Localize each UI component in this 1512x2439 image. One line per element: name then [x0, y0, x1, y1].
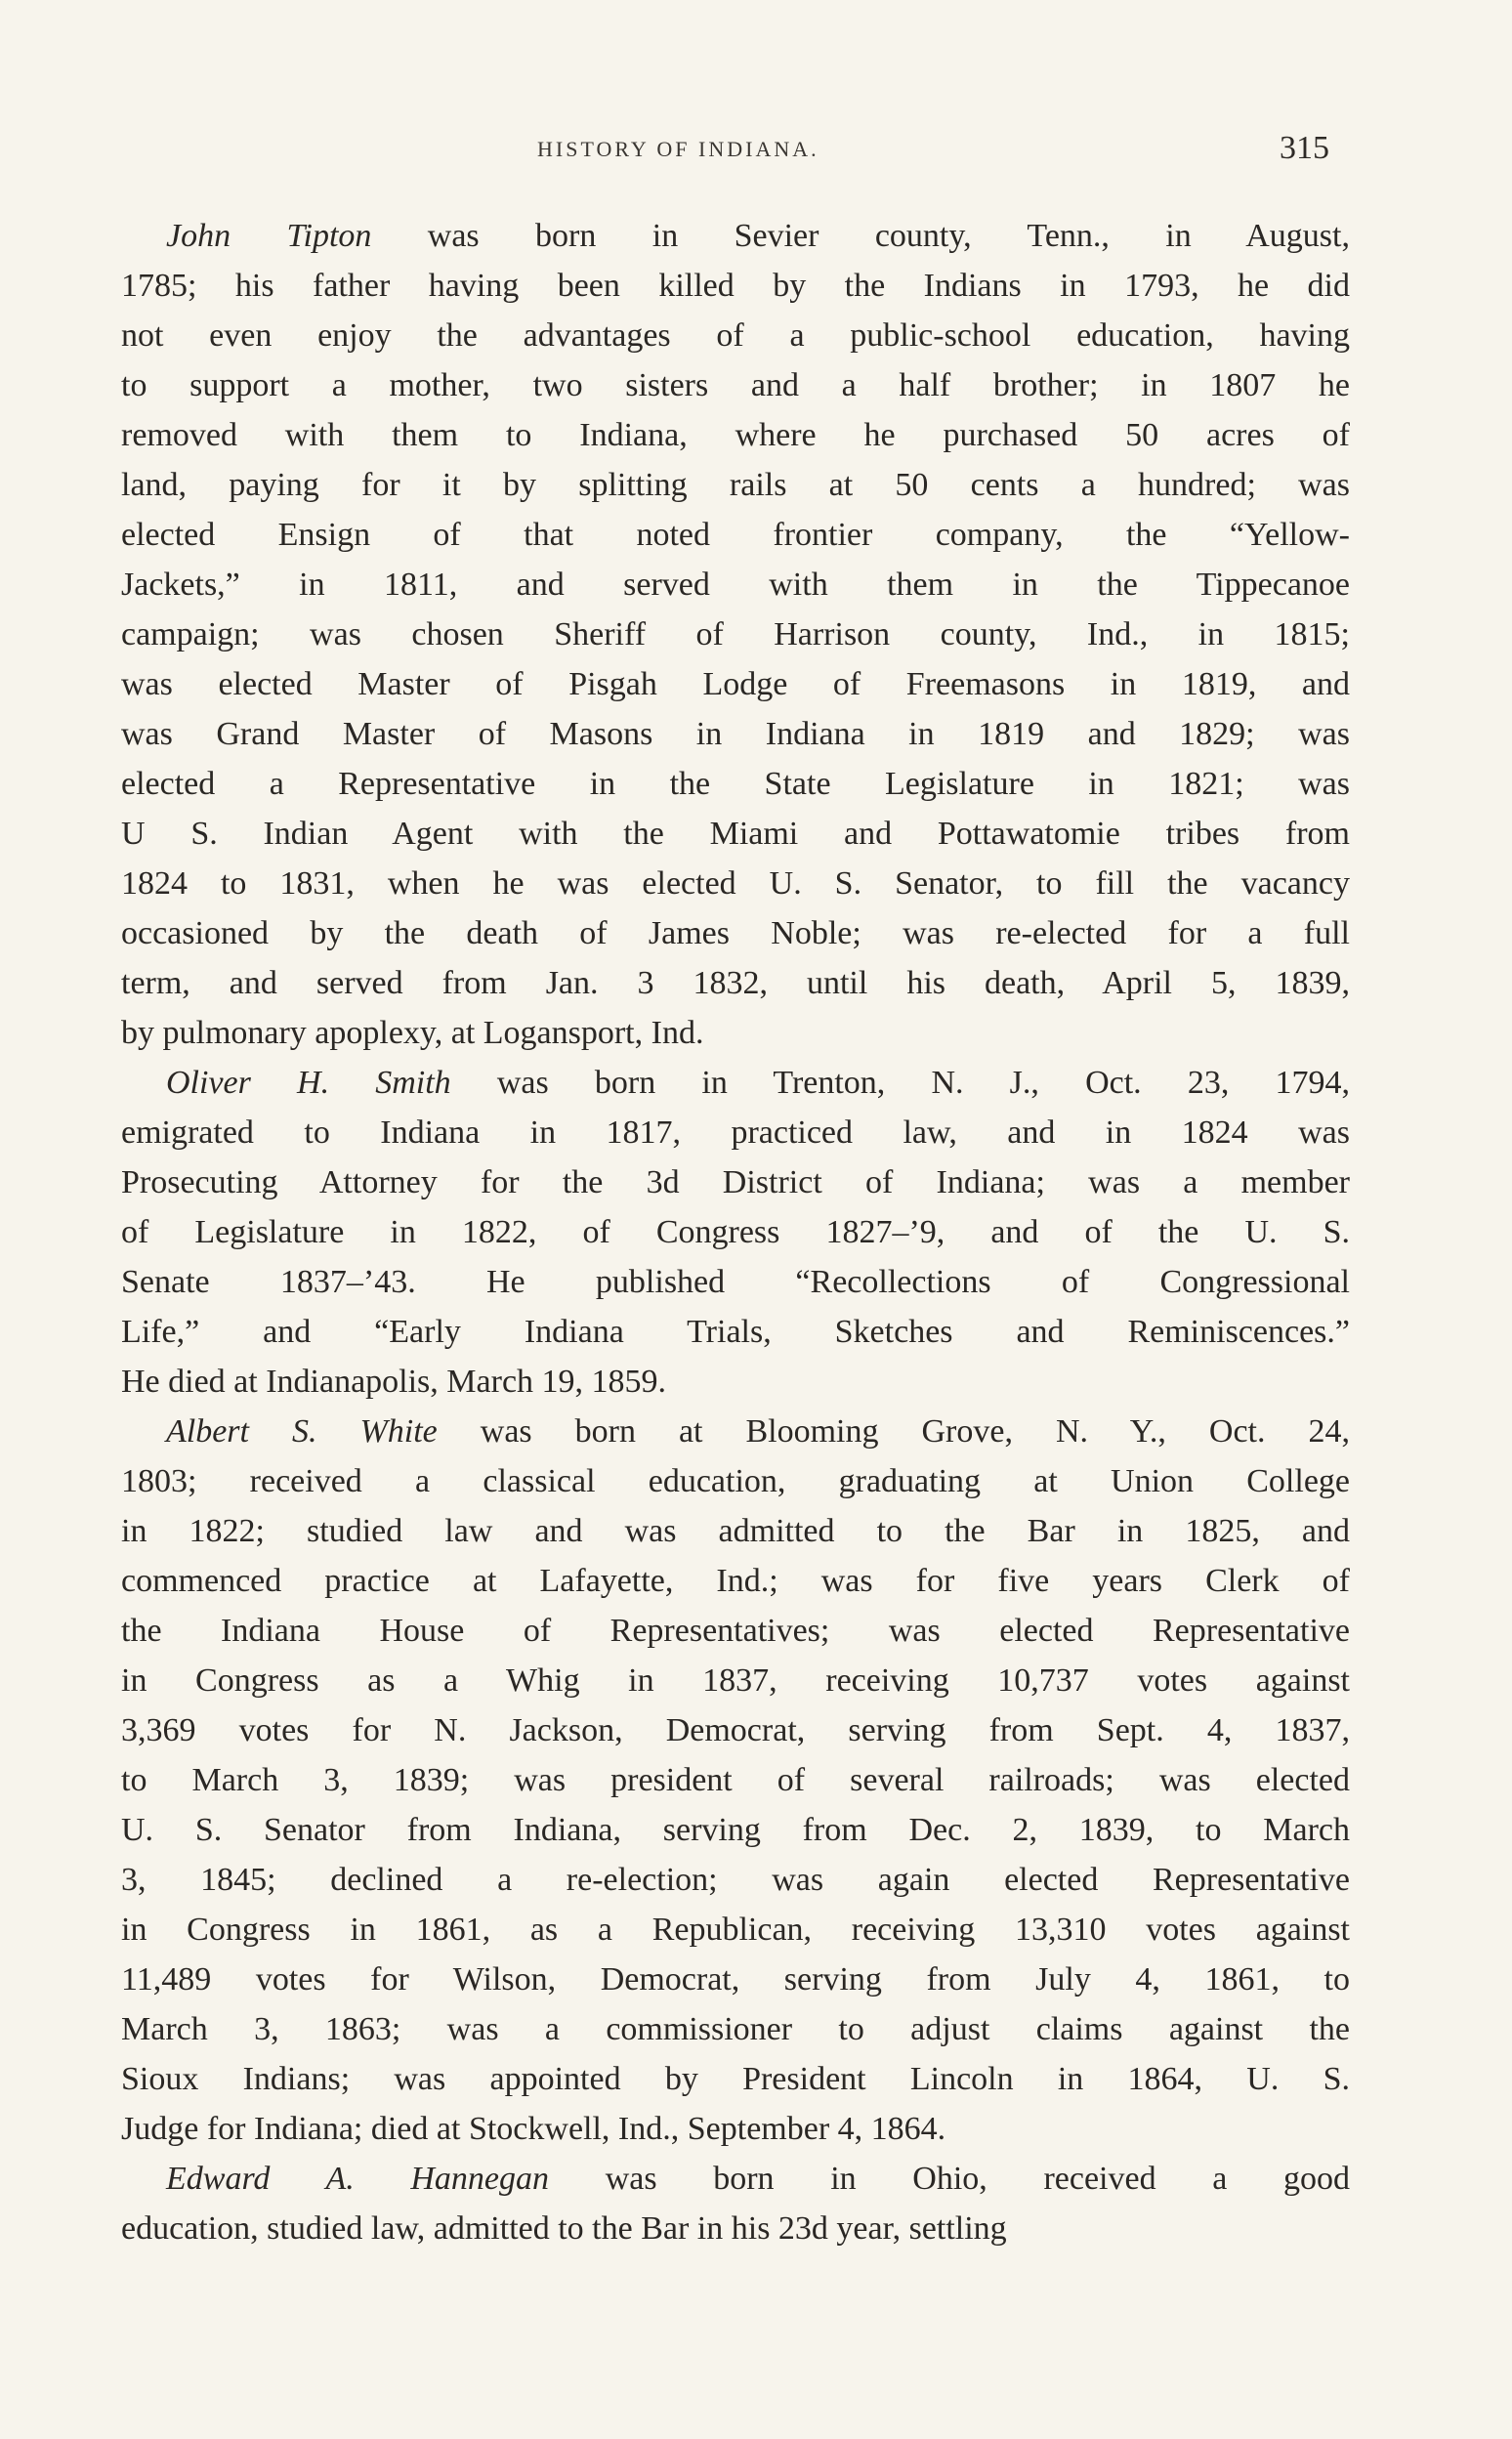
line-text: U. S. Senator from Indiana, serving from Dec. 2, 1839, to March — [121, 1812, 1350, 1848]
text-line — [121, 908, 1350, 958]
text-line — [121, 1905, 1350, 1955]
line-text: land, paying for it by splitting rails at 50 cents a hundred; was — [121, 467, 1350, 503]
text-line — [121, 510, 1350, 560]
line-text: March 3, 1863; was a commissioner to adjust claims against the — [121, 2011, 1350, 2047]
line-text: 1803; received a classical education, graduating at Union College — [121, 1463, 1350, 1499]
paragraph — [121, 2154, 1350, 2253]
text-line — [121, 759, 1350, 809]
text-line — [121, 2154, 1350, 2204]
text-line — [121, 1357, 1350, 1407]
text-line — [121, 2104, 1350, 2154]
text-line — [121, 1656, 1350, 1705]
line-text: 1824 to 1831, when he was elected U. S. Senator, to fill the vacancy — [121, 865, 1350, 902]
line-text: the Indiana House of Representatives; was elected Representative — [121, 1613, 1350, 1649]
text-line — [121, 659, 1350, 709]
line-text: emigrated to Indiana in 1817, practiced law, and in 1824 was — [121, 1114, 1350, 1151]
text-line — [121, 2204, 1350, 2253]
line-text: He died at Indianapolis, March 19, 1859. — [121, 1364, 667, 1400]
line-text: Judge for Indiana; died at Stockwell, Ind., September 4, 1864. — [121, 2111, 946, 2147]
line-text: 11,489 votes for Wilson, Democrat, serving from July 4, 1861, to — [121, 1961, 1350, 1997]
text-line — [121, 1008, 1350, 1058]
line-text: Prosecuting Attorney for the 3d District of Indiana; was a member — [121, 1164, 1350, 1200]
line-text: was born in Trenton, N. J., Oct. 23, 1794, — [450, 1065, 1350, 1101]
running-head: HISTORY OF INDIANA. — [537, 137, 819, 161]
line-text: was elected Master of Pisgah Lodge of Freemasons in 1819, and — [121, 666, 1350, 702]
line-text: elected a Representative in the State Legislature in 1821; was — [121, 766, 1350, 802]
text-line — [121, 1207, 1350, 1257]
text-line — [121, 859, 1350, 908]
line-text: was born in Sevier county, Tenn., in August, — [371, 218, 1350, 254]
line-text: was born at Blooming Grove, N. Y., Oct. 24, — [437, 1413, 1350, 1450]
text-line — [121, 809, 1350, 859]
text-line — [121, 460, 1350, 510]
text-line — [121, 1456, 1350, 1506]
text-line — [121, 1556, 1350, 1606]
paragraph — [121, 211, 1350, 1058]
line-text: commenced practice at Lafayette, Ind.; was for five years Clerk of — [121, 1563, 1350, 1599]
line-text: Sioux Indians; was appointed by President Lincoln in 1864, U. S. — [121, 2061, 1350, 2097]
biography-name: Oliver H. Smith — [166, 1065, 451, 1101]
text-line — [121, 1407, 1350, 1456]
line-text: 1785; his father having been killed by the Indians in 1793, he did — [121, 268, 1350, 304]
line-text: to March 3, 1839; was president of several railroads; was elected — [121, 1762, 1350, 1798]
paragraph — [121, 1407, 1350, 2154]
text-line — [121, 958, 1350, 1008]
page-number: 315 — [1280, 130, 1329, 166]
text-line — [121, 1307, 1350, 1357]
line-text: term, and served from Jan. 3 1832, until his death, April 5, 1839, — [121, 965, 1350, 1001]
line-text: 3, 1845; declined a re-election; was again elected Representative — [121, 1862, 1350, 1898]
biography-name: John Tipton — [166, 218, 372, 254]
line-text: 3,369 votes for N. Jackson, Democrat, serving from Sept. 4, 1837, — [121, 1712, 1350, 1748]
biography-name: Edward A. Hannegan — [166, 2161, 550, 2197]
text-line — [121, 1108, 1350, 1157]
line-text: by pulmonary apoplexy, at Logansport, Ind. — [121, 1015, 704, 1051]
line-text: U S. Indian Agent with the Miami and Pottawatomie tribes from — [121, 816, 1350, 852]
text-line — [121, 1506, 1350, 1556]
text-line — [121, 311, 1350, 360]
line-text: in 1822; studied law and was admitted to the Bar in 1825, and — [121, 1513, 1350, 1549]
line-text: Senate 1837–’43. He published “Recollections of Congressional — [121, 1264, 1350, 1300]
text-line — [121, 2054, 1350, 2104]
text-line — [121, 211, 1350, 261]
line-text: campaign; was chosen Sheriff of Harrison county, Ind., in 1815; — [121, 616, 1350, 652]
line-text: was born in Ohio, received a good — [549, 2161, 1350, 2197]
text-line — [121, 1058, 1350, 1108]
text-line — [121, 360, 1350, 410]
line-text: in Congress as a Whig in 1837, receiving 10,737 votes against — [121, 1662, 1350, 1699]
text-line — [121, 1705, 1350, 1755]
text-line — [121, 2004, 1350, 2054]
line-text: removed with them to Indiana, where he purchased 50 acres of — [121, 417, 1350, 453]
line-text: Jackets,” in 1811, and served with them in the Tippecanoe — [121, 567, 1350, 603]
biography-name: Albert S. White — [166, 1413, 438, 1450]
line-text: education, studied law, admitted to the Bar in his 23d year, settling — [121, 2210, 1007, 2247]
line-text: in Congress in 1861, as a Republican, receiving 13,310 votes against — [121, 1912, 1350, 1948]
text-line — [121, 261, 1350, 311]
text-line — [121, 1955, 1350, 2004]
text-line — [121, 1257, 1350, 1307]
line-text: elected Ensign of that noted frontier company, the “Yellow- — [121, 517, 1350, 553]
text-line — [121, 410, 1350, 460]
paragraph — [121, 1058, 1350, 1407]
text-line — [121, 1805, 1350, 1855]
text-line — [121, 1606, 1350, 1656]
line-text: not even enjoy the advantages of a public-school education, having — [121, 317, 1350, 354]
body-text — [121, 211, 1350, 2253]
text-line — [121, 1855, 1350, 1905]
line-text: of Legislature in 1822, of Congress 1827–’9, and of the U. S. — [121, 1214, 1350, 1250]
line-text: to support a mother, two sisters and a half brother; in 1807 he — [121, 367, 1350, 403]
line-text: occasioned by the death of James Noble; was re-elected for a full — [121, 915, 1350, 951]
text-line — [121, 610, 1350, 659]
line-text: Life,” and “Early Indiana Trials, Sketches and Reminiscences.” — [121, 1314, 1350, 1350]
text-line — [121, 1755, 1350, 1805]
text-line — [121, 560, 1350, 610]
text-line — [121, 709, 1350, 759]
line-text: was Grand Master of Masons in Indiana in 1819 and 1829; was — [121, 716, 1350, 752]
text-line — [121, 1157, 1350, 1207]
